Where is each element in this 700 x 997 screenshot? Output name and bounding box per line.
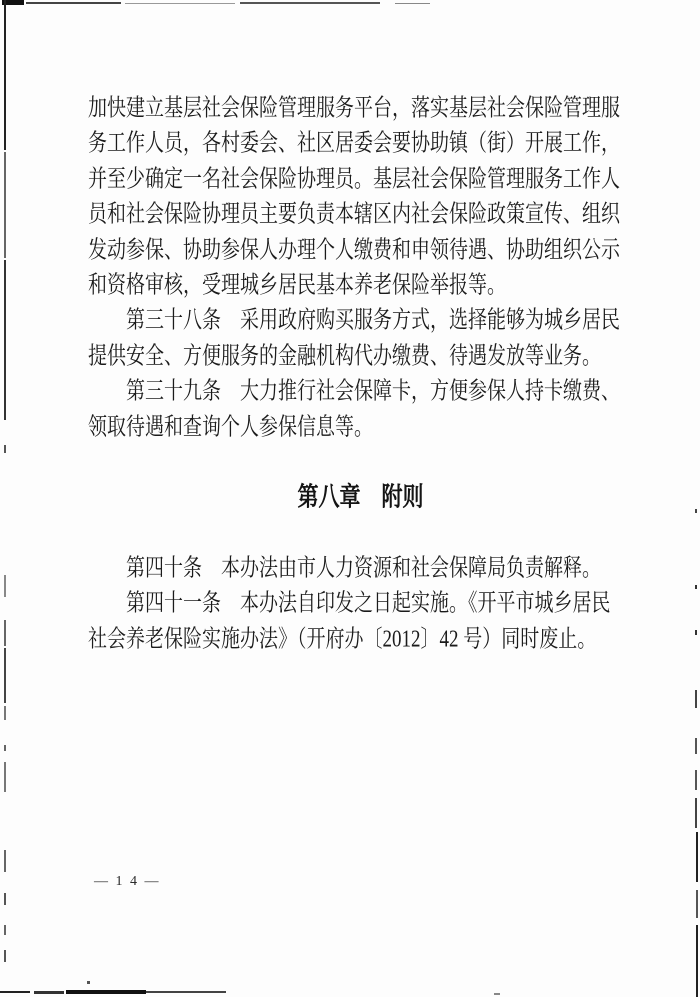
scan-artifact xyxy=(4,260,6,420)
scan-artifact xyxy=(695,770,697,790)
text-line: 加快建立基层社会保险管理服务平台，落实基层社会保险管理服 xyxy=(88,95,621,122)
text-line: 员和社会保险协理员主要负责本辖区内社会保险政策宣传、组织 xyxy=(88,201,621,228)
scan-artifact xyxy=(66,990,146,994)
scan-artifact xyxy=(4,152,6,258)
text-line: 第四十一条 本办法自印发之日起实施。《开平市城乡居民 xyxy=(88,590,611,617)
scan-artifact xyxy=(4,925,6,935)
scan-artifact xyxy=(4,0,6,150)
scan-artifact xyxy=(240,2,380,4)
scan-artifact xyxy=(4,706,6,720)
scan-artifact xyxy=(395,3,430,4)
scan-artifact xyxy=(695,509,697,513)
text-line: 领取待遇和查询个人参保信息等。 xyxy=(88,413,374,441)
scan-artifact xyxy=(146,991,226,993)
scan-artifact xyxy=(34,991,64,994)
scan-artifact xyxy=(695,690,697,708)
text-line: 并至少确定一名社会保险协理员。基层社会保险管理服务工作人 xyxy=(88,166,621,193)
scan-artifact xyxy=(87,981,90,984)
text-line: 发动参保、协助参保人办理个人缴费和申领待遇、协助组织公示 xyxy=(88,236,621,264)
scan-artifact xyxy=(4,850,6,872)
scan-artifact xyxy=(695,630,697,635)
scan-artifact xyxy=(4,745,6,751)
scan-artifact xyxy=(4,950,6,962)
scan-artifact xyxy=(4,575,6,597)
text-line: 第三十九条 大力推行社会保障卡，方便参保人持卡缴费、 xyxy=(88,378,621,405)
scan-artifact xyxy=(695,738,697,754)
scan-artifact xyxy=(26,2,121,4)
text-line: 第四十条 本办法由市人力资源和社会保障局负责解释。 xyxy=(88,555,602,582)
body-text-upper xyxy=(88,91,633,445)
text-line: 社会养老保险实施办法》（开府办〔2012〕42 号）同时废止。 xyxy=(88,626,597,653)
scan-artifact xyxy=(4,648,6,703)
scan-artifact xyxy=(696,890,698,918)
body-text-lower xyxy=(88,551,633,657)
scan-artifact xyxy=(696,925,698,997)
scan-artifact xyxy=(0,991,30,993)
scan-artifact xyxy=(695,798,697,828)
scan-artifact xyxy=(4,445,6,453)
chapter-heading: 第八章 附则 xyxy=(297,483,424,512)
scan-artifact xyxy=(4,620,6,646)
scan-artifact xyxy=(4,893,6,905)
scan-artifact xyxy=(125,3,235,4)
scan-artifact xyxy=(696,832,698,882)
page-number: — 1 4 — xyxy=(94,874,161,889)
scan-artifact xyxy=(494,993,500,995)
text-line: 第三十八条 采用政府购买服务方式，选择能够为城乡居民 xyxy=(88,307,621,334)
scan-artifact xyxy=(4,762,6,792)
text-line: 和资格审核，受理城乡居民基本养老保险举报等。 xyxy=(88,272,507,299)
text-line: 提供安全、方便服务的金融机构代办缴费、待遇发放等业务。 xyxy=(88,343,602,370)
scan-artifact xyxy=(695,585,697,589)
text-line: 务工作人员，各村委会、社区居委会要协助镇（街）开展工作， xyxy=(88,130,621,157)
